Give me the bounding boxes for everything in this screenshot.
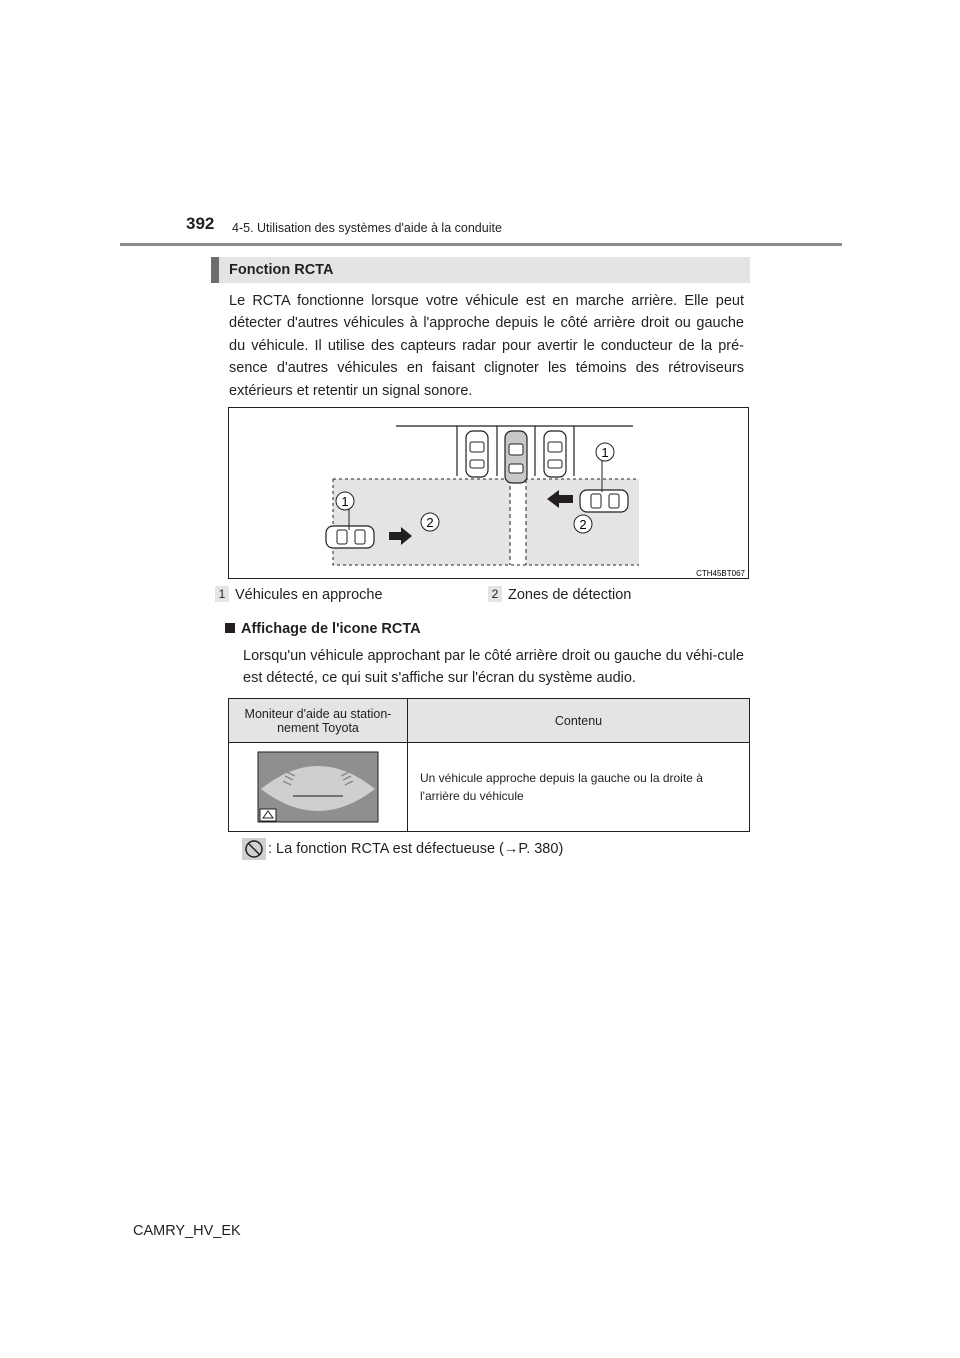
- header-divider: [120, 243, 842, 246]
- footer-model: CAMRY_HV_EK: [133, 1223, 241, 1239]
- section-heading-bar: [211, 257, 219, 283]
- header-text: Contenu: [554, 713, 603, 728]
- table-row: [229, 743, 750, 832]
- table-header-content: [408, 699, 750, 743]
- parked-car-2: [544, 431, 566, 477]
- approaching-vehicle-right: [580, 490, 628, 512]
- monitor-screen-icon: [257, 751, 379, 823]
- chapter-title: 4-5. Utilisation des systèmes d'aide à la conduite: [232, 221, 502, 235]
- content-text: Un véhicule approche depuis la gauche ou la droite à l'arrière du véhicule: [420, 771, 703, 803]
- callout-vehicle-left: 1: [341, 494, 349, 509]
- rcta-display-table: [228, 698, 750, 832]
- square-bullet-icon: [225, 623, 235, 633]
- table-header-monitor: [229, 699, 408, 743]
- intro-paragraph: Le RCTA fonctionne lorsque votre véhicule est en marche arrière. Elle peut détecter d'autres véhicules à l'approche depuis le côté arrière droit ou gauche du véhicule. Il utilise des capteurs radar pour avertir le conducteur de la pré-sence d'autres véhicules en faisant clignoter les témoins des rétroviseurs extérieurs et retentir un signal sonore.: [229, 293, 744, 399]
- prohibited-icon: [242, 838, 266, 860]
- figure-code: CTH45BT067: [696, 569, 745, 578]
- callout-zone-right: 2: [579, 517, 587, 532]
- legend-label: Zones de détection: [508, 587, 632, 603]
- rcta-diagram: [228, 407, 749, 579]
- subsection-title: Affichage de l'icone RCTA: [241, 621, 421, 637]
- parking-lot-illustration: [229, 408, 750, 580]
- legend-number: 2: [488, 586, 502, 602]
- legend-number: 1: [215, 586, 229, 602]
- legend-label: Véhicules en approche: [235, 587, 383, 603]
- section-title: Fonction RCTA: [229, 262, 334, 278]
- malfunction-note: [242, 838, 563, 860]
- callout-zone-left: 2: [426, 515, 434, 530]
- legend-item-zones: [488, 586, 631, 603]
- legend-item-vehicles: [215, 586, 383, 603]
- subsection-paragraph: Lorsqu'un véhicule approchant par le côté arrière droit ou gauche du véhi-cule est détecté, ce qui suit s'affiche sur l'écran du système audio.: [243, 648, 744, 687]
- section-heading: [211, 257, 750, 283]
- approaching-vehicle-left: [326, 526, 374, 548]
- parked-car-1: [466, 431, 488, 477]
- callout-vehicle-right: 1: [601, 445, 609, 460]
- content-cell: [408, 743, 750, 832]
- page-number: 392: [186, 214, 215, 233]
- own-vehicle: [505, 431, 527, 483]
- header-text: Moniteur d'aide au station-nement Toyota: [244, 706, 392, 735]
- monitor-image-cell: [229, 743, 408, 832]
- malfunction-text: : La fonction RCTA est défectueuse (→P. 380): [268, 840, 564, 857]
- subsection-heading: [225, 621, 421, 637]
